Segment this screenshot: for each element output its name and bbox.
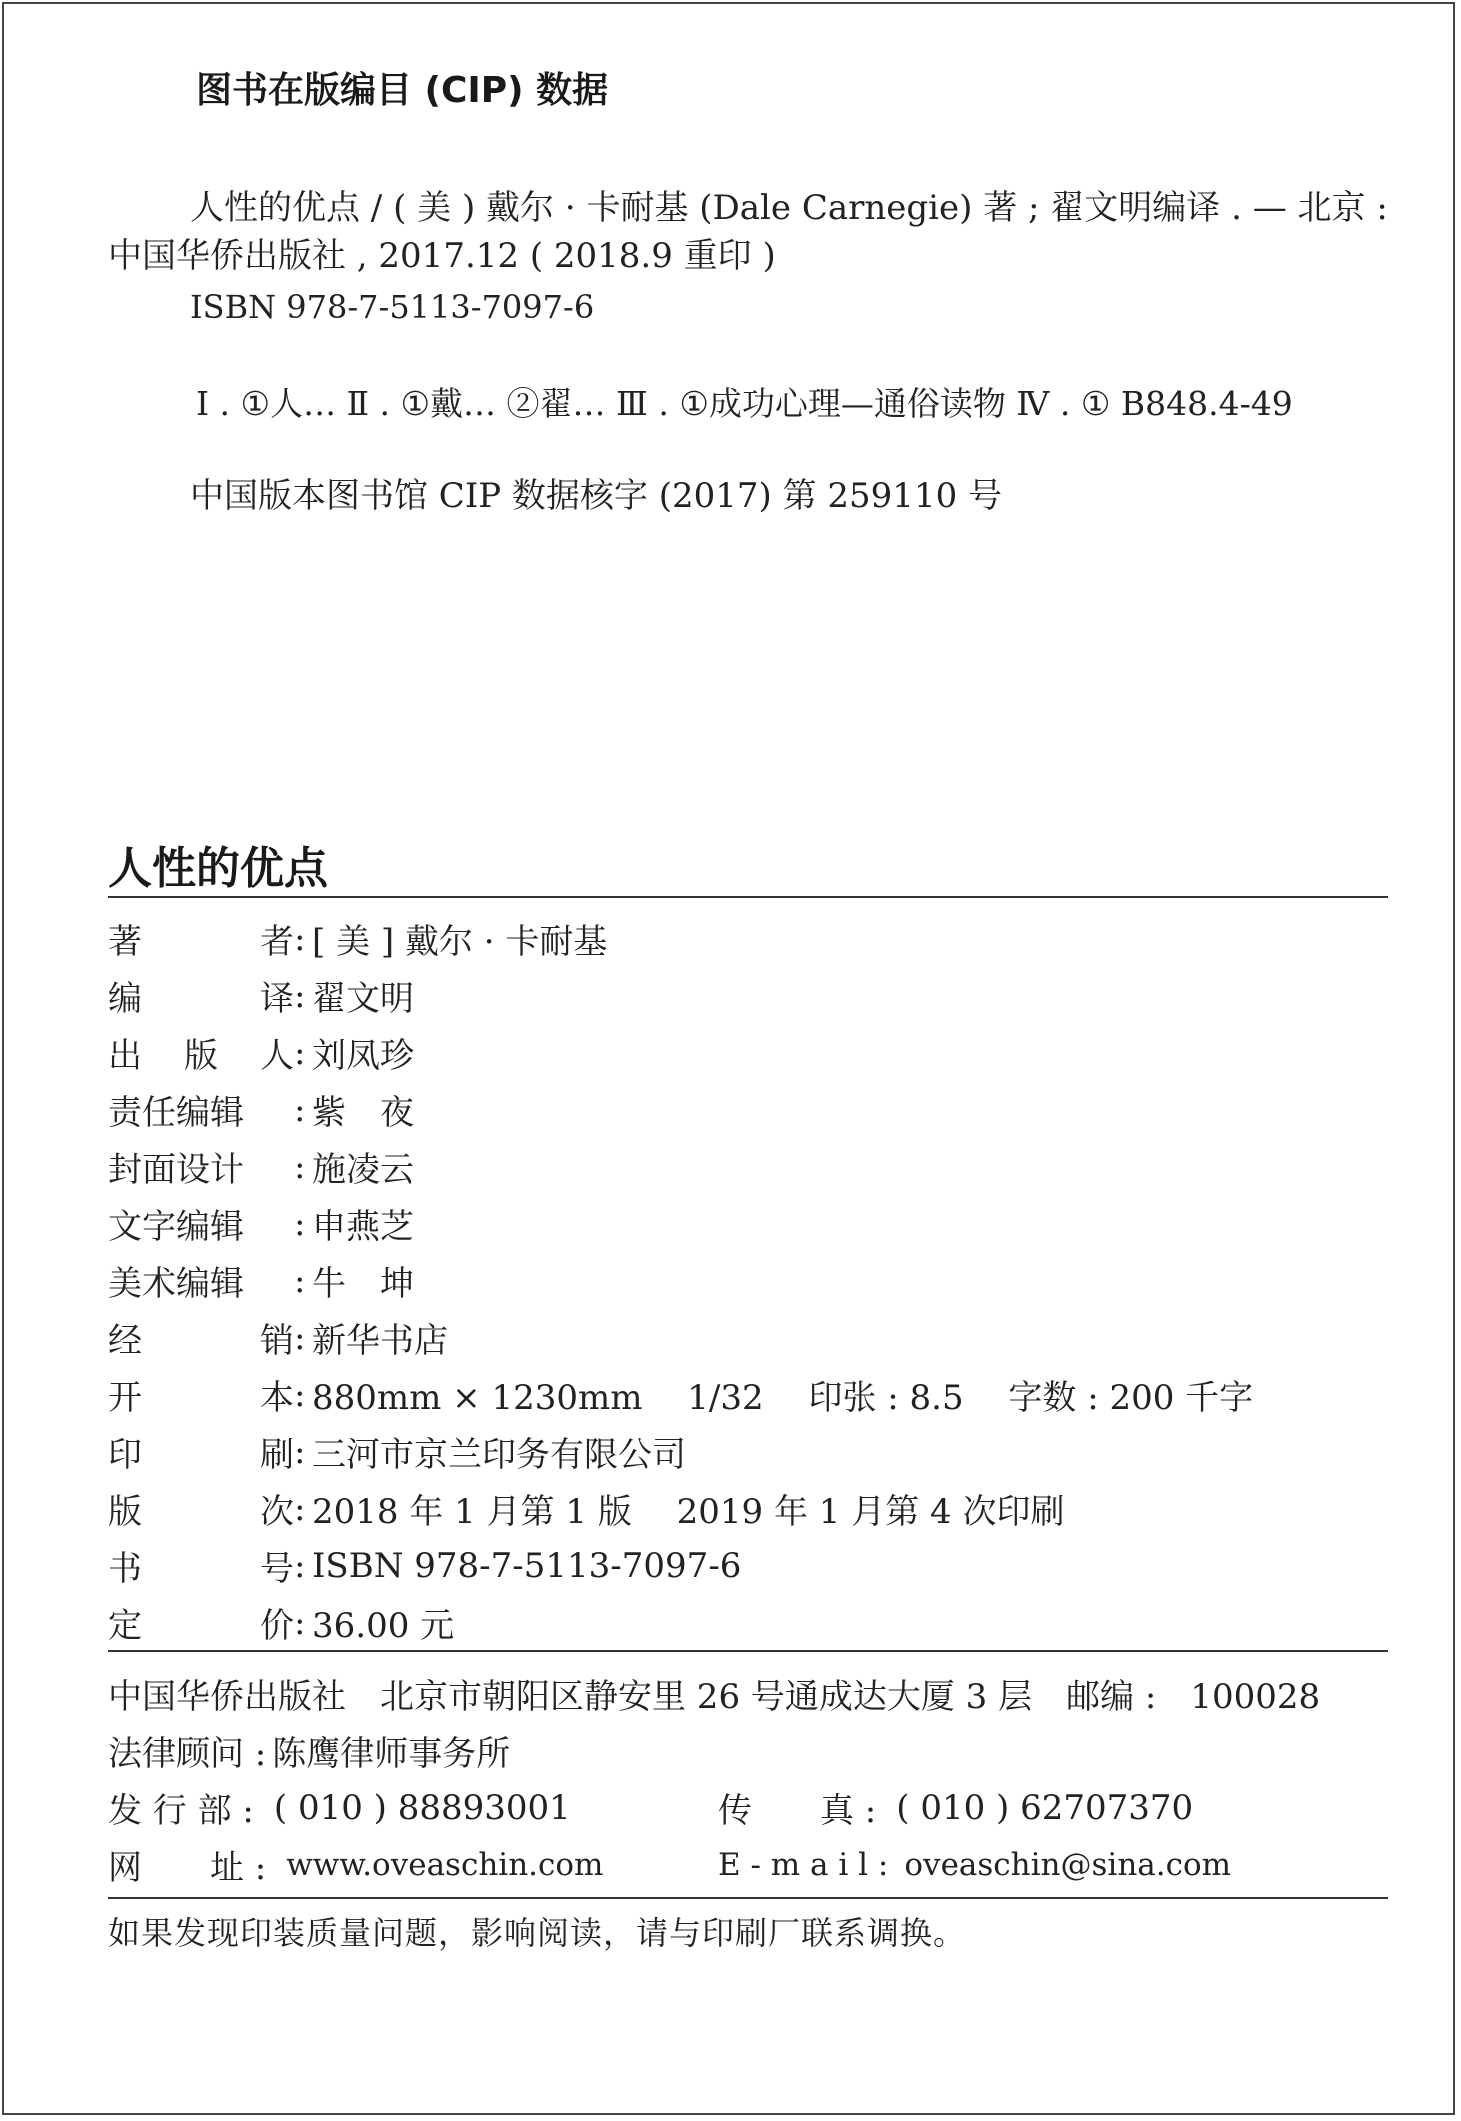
info-label-part: 文字编辑 <box>108 1207 244 1247</box>
info-label-part: 版 <box>108 1492 142 1532</box>
info-label-part: 号 <box>260 1549 294 1589</box>
cip-publisher-line: 中国华侨出版社 , 2017.12 ( 2018.9 重印 ) <box>108 236 776 276</box>
fax-number: ( 010 ) 62707370 <box>896 1787 1194 1828</box>
info-label <box>108 1085 294 1134</box>
info-row <box>108 967 1388 1024</box>
info-row <box>108 1366 1388 1423</box>
info-label <box>108 971 294 1020</box>
info-label-part: 刷 <box>260 1435 294 1475</box>
info-label <box>108 1199 294 1248</box>
website-link[interactable]: www.oveaschin.com <box>286 1846 604 1883</box>
info-row <box>108 1138 1388 1195</box>
info-value: 2018 年 1 月第 1 版 2019 年 1 月第 4 次印刷 <box>312 1492 1065 1532</box>
info-label <box>108 1370 294 1419</box>
info-label-part: 销 <box>260 1321 294 1361</box>
info-value: 刘凤珍 <box>312 1036 414 1076</box>
info-value: 36.00 元 <box>312 1606 455 1646</box>
info-label <box>108 1598 294 1647</box>
info-colon: : <box>294 1374 306 1415</box>
info-label-part: 编 <box>108 979 142 1019</box>
info-label-part: 出 <box>108 1036 142 1076</box>
info-row <box>108 1594 1388 1651</box>
info-label <box>108 914 294 963</box>
info-label-part: 价 <box>260 1606 294 1646</box>
book-title: 人性的优点 <box>108 843 328 894</box>
info-value: 牛 坤 <box>312 1264 414 1304</box>
info-colon: : <box>294 1545 306 1586</box>
legal-value: 陈鹰律师事务所 <box>272 1734 511 1774</box>
info-row <box>108 1537 1388 1594</box>
info-label <box>108 1256 294 1305</box>
quality-notice: 如果发现印装质量问题，影响阅读，请与印刷厂联系调换。 <box>108 1914 967 1952</box>
info-colon: : <box>294 1146 306 1187</box>
info-label <box>108 1313 294 1362</box>
contact-row <box>108 1779 1388 1836</box>
info-colon: : <box>294 1032 306 1073</box>
info-value: 新华书店 <box>312 1321 448 1361</box>
info-colon: : <box>294 975 306 1016</box>
info-value: 申燕芝 <box>312 1207 414 1247</box>
publisher-address-row <box>108 1665 1388 1722</box>
info-label-part: 定 <box>108 1606 142 1646</box>
info-label-part: 者 <box>260 922 294 962</box>
info-row <box>108 1252 1388 1309</box>
info-label-part: 版 <box>184 1036 218 1076</box>
cip-library-number: 中国版本图书馆 CIP 数据核字 (2017) 第 259110 号 <box>190 476 1003 516</box>
cip-title-line: 人性的优点 / ( 美 ) 戴尔 · 卡耐基 (Dale Carnegie) 著 ; 翟文明编译 . — 北京 : <box>190 188 1388 228</box>
info-label-part: 封面设计 <box>108 1150 244 1190</box>
cip-classification: Ⅰ . ①人… Ⅱ . ①戴… ②翟… Ⅲ . ①成功心理—通俗读物 Ⅳ . ① B848.4-49 <box>196 384 1293 423</box>
cip-heading: 图书在版编目 (CIP) 数据 <box>196 70 609 111</box>
info-value: [ 美 ] 戴尔 · 卡耐基 <box>312 922 608 962</box>
publisher-block <box>108 1665 1388 1893</box>
info-label-part: 著 <box>108 922 142 962</box>
info-label <box>108 1028 294 1077</box>
info-label <box>108 1142 294 1191</box>
info-value: 翟文明 <box>312 979 414 1019</box>
dept-cell <box>108 1783 718 1832</box>
cip-isbn: ISBN 978-7-5113-7097-6 <box>190 288 595 326</box>
info-row <box>108 1081 1388 1138</box>
info-label-part: 本 <box>260 1378 294 1418</box>
info-label-part: 经 <box>108 1321 142 1361</box>
info-label-part: 人 <box>260 1036 294 1076</box>
info-value: 紫 夜 <box>312 1093 414 1133</box>
info-row <box>108 1480 1388 1537</box>
info-row <box>108 1195 1388 1252</box>
fax-label: 传 真 : <box>718 1791 877 1831</box>
info-colon: : <box>294 1431 306 1472</box>
notice-divider <box>108 1897 1388 1899</box>
info-label-part: 美术编辑 <box>108 1264 244 1304</box>
dept-phone: ( 010 ) 88893001 <box>273 1787 571 1828</box>
info-row <box>108 910 1388 967</box>
info-colon: : <box>294 1089 306 1130</box>
info-row <box>108 1423 1388 1480</box>
email-cell <box>718 1847 1231 1883</box>
info-label-part: 开 <box>108 1378 142 1418</box>
info-label-part: 书 <box>108 1549 142 1589</box>
info-value: 880mm × 1230mm 1/32 印张 : 8.5 字数 : 200 千字 <box>312 1378 1254 1418</box>
info-value: 三河市京兰印务有限公司 <box>312 1435 686 1475</box>
info-divider <box>108 1650 1388 1652</box>
info-colon: : <box>294 1260 306 1301</box>
info-label-part: 次 <box>260 1492 294 1532</box>
legal-label: 法律顾问 : <box>108 1734 267 1774</box>
fax-cell <box>718 1783 1193 1832</box>
info-colon: : <box>294 918 306 959</box>
publisher-address: 中国华侨出版社 北京市朝阳区静安里 26 号通成达大厦 3 层 邮编 : 100028 <box>108 1677 1321 1717</box>
web-row <box>108 1836 1388 1893</box>
title-divider <box>108 896 1388 898</box>
info-label-part: 译 <box>260 979 294 1019</box>
web-label: 网 址 : <box>108 1848 267 1888</box>
book-info-table <box>108 910 1388 1651</box>
legal-row <box>108 1722 1388 1779</box>
info-row <box>108 1024 1388 1081</box>
info-label <box>108 1484 294 1533</box>
info-colon: : <box>294 1602 306 1643</box>
email-link[interactable]: oveaschin@sina.com <box>904 1846 1232 1883</box>
info-colon: : <box>294 1317 306 1358</box>
web-cell <box>108 1840 718 1889</box>
info-colon: : <box>294 1203 306 1244</box>
info-label <box>108 1541 294 1590</box>
info-label-part: 印 <box>108 1435 142 1475</box>
info-value: 施凌云 <box>312 1150 414 1190</box>
info-label-part: 责任编辑 <box>108 1093 244 1133</box>
info-label <box>108 1427 294 1476</box>
info-colon: : <box>294 1488 306 1529</box>
email-label: E - m a i l : <box>718 1846 889 1883</box>
info-row <box>108 1309 1388 1366</box>
info-value: ISBN 978-7-5113-7097-6 <box>312 1545 742 1586</box>
dept-label: 发 行 部 : <box>108 1791 254 1831</box>
